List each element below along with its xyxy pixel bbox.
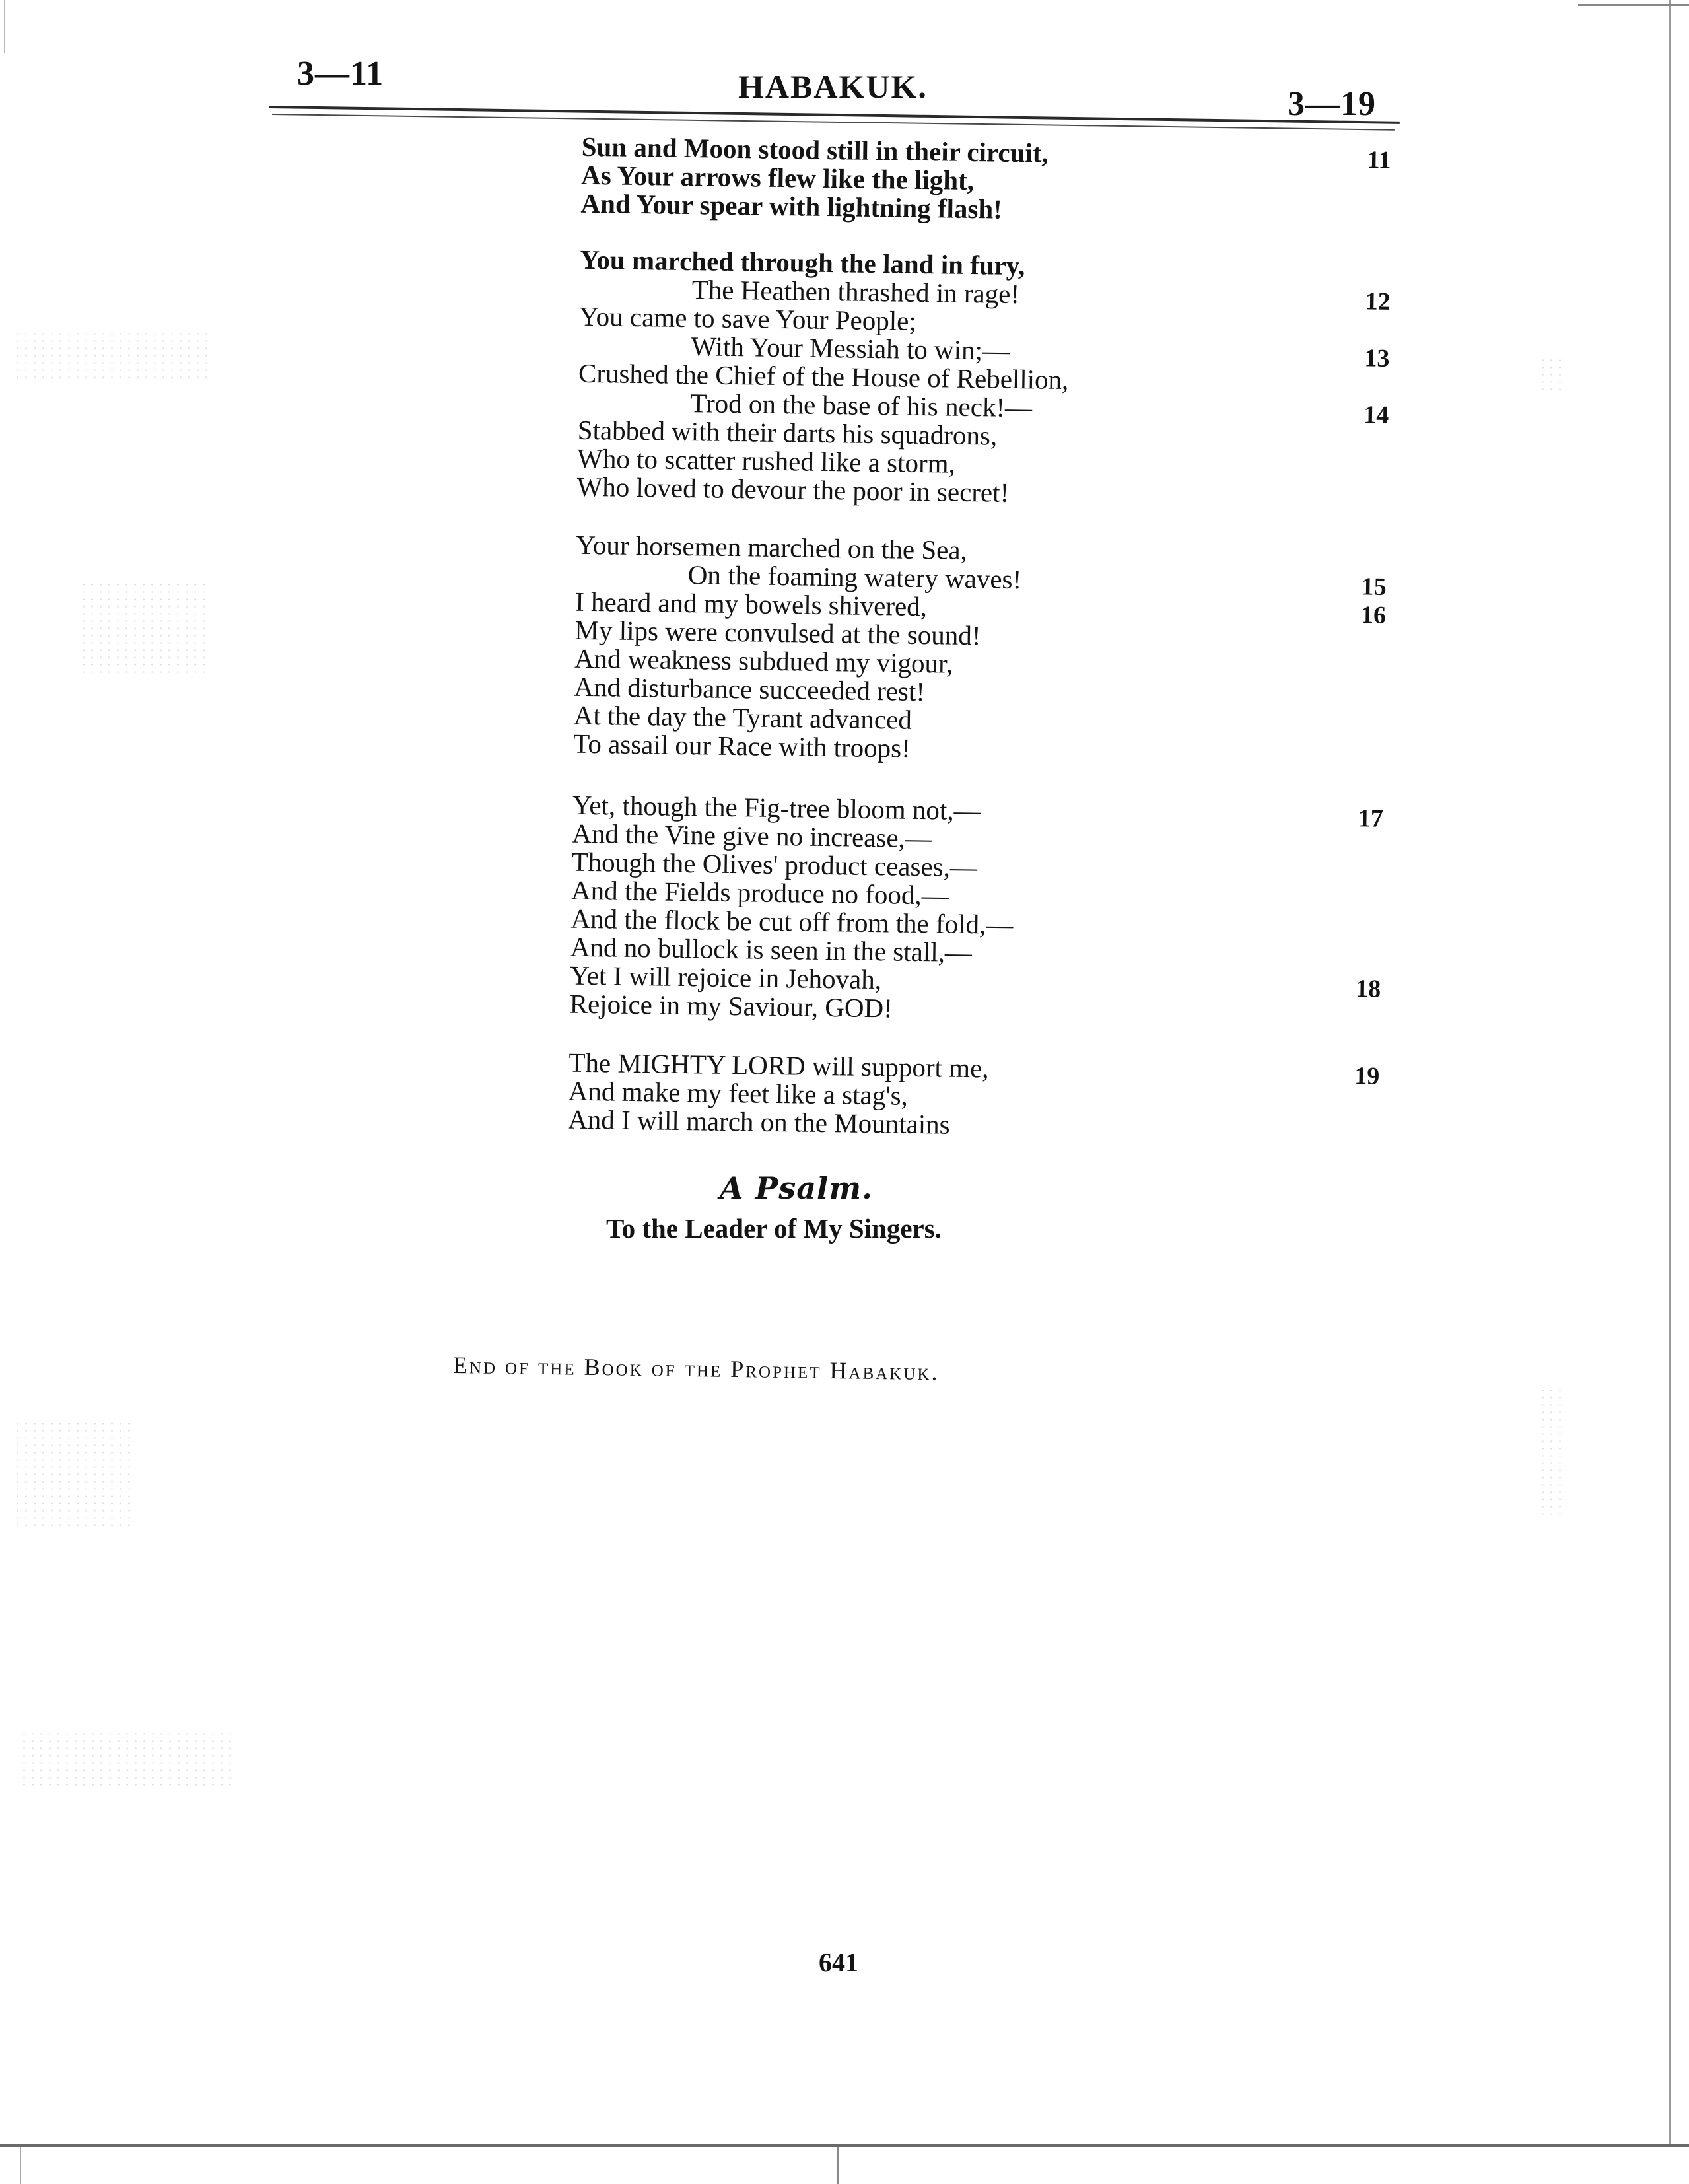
verse-line: Trod on the base of his neck!— bbox=[690, 388, 1033, 423]
verse-number: 16 bbox=[1360, 601, 1387, 629]
verse-line: Who loved to devour the poor in secret! bbox=[576, 471, 1010, 508]
verse-number: 13 bbox=[1364, 344, 1390, 372]
verse-line: On the foaming watery waves! bbox=[687, 559, 1022, 595]
verse-line: Sun and Moon stood still in their circuit, bbox=[581, 131, 1049, 168]
verse-line: You marched through the land in fury, bbox=[580, 244, 1025, 281]
verse-line: Your horsemen marched on the Sea, bbox=[576, 529, 968, 565]
verse-line: My lips were convulsed at the sound! bbox=[574, 614, 981, 651]
scan-bottom-mark-left bbox=[20, 2147, 21, 2184]
verse-line: And the flock be cut off from the fold,— bbox=[570, 903, 1014, 940]
verse-line: Though the Olives' product ceases,— bbox=[571, 846, 978, 883]
scan-speckle bbox=[1538, 1387, 1565, 1519]
verse-number: 14 bbox=[1363, 401, 1389, 429]
verse-number: 17 bbox=[1358, 804, 1384, 833]
verse-line: I heard and my bowels shivered, bbox=[574, 586, 928, 622]
scan-speckle bbox=[13, 1420, 132, 1526]
verse-line: And no bullock is seen in the stall,— bbox=[570, 931, 973, 968]
psalm-subtitle: To the Leader of My Singers. bbox=[606, 1213, 942, 1244]
verse-number: 19 bbox=[1354, 1062, 1380, 1090]
verse-number: 15 bbox=[1361, 573, 1387, 601]
verse-line: Yet I will rejoice in Jehovah, bbox=[569, 960, 882, 995]
psalm-title: A Psalm. bbox=[720, 1170, 874, 1206]
verse-line: And the Fields produce no food,— bbox=[570, 874, 949, 911]
scan-speckle bbox=[1538, 357, 1565, 396]
verse-line: With Your Messiah to win;— bbox=[691, 331, 1010, 366]
page-edge-left bbox=[4, 0, 5, 53]
verse-line: And make my feet like a stag's, bbox=[568, 1075, 909, 1111]
verse-line: Rejoice in my Saviour, GOD! bbox=[569, 988, 893, 1024]
header-right-reference: 3—19 bbox=[1288, 85, 1376, 123]
verse-line: Crushed the Chief of the House of Rebellion, bbox=[578, 357, 1069, 396]
page-title: HABAKUK. bbox=[738, 68, 928, 105]
verse-line: Who to scatter rushed like a storm, bbox=[576, 442, 956, 479]
verse-line: And Your spear with lightning flash! bbox=[580, 188, 1003, 225]
scan-edge-rule bbox=[1578, 4, 1689, 6]
verse-line: And I will march on the Mountains bbox=[567, 1104, 950, 1140]
page-number: 641 bbox=[819, 1948, 858, 1977]
verse-line: You came to save Your People; bbox=[578, 300, 917, 336]
verse-line: As Your arrows flew like the light, bbox=[580, 159, 975, 196]
scan-bottom-mark bbox=[837, 2147, 839, 2184]
verse-line: And the Vine give no increase,— bbox=[571, 818, 933, 854]
verse-line: And disturbance succeeded rest! bbox=[574, 671, 926, 707]
scan-speckle bbox=[13, 330, 211, 383]
verse-line: At the day the Tyrant advanced bbox=[573, 699, 913, 735]
verse-line: The Heathen thrashed in rage! bbox=[691, 274, 1020, 310]
verse-line: To assail our Race with troops! bbox=[572, 728, 911, 763]
verse-line: Yet, though the Fig-tree bloom not,— bbox=[572, 789, 981, 826]
verse-line: And weakness subdued my vigour, bbox=[574, 643, 953, 679]
page-edge-right bbox=[1669, 0, 1671, 2146]
scan-speckle bbox=[79, 581, 211, 674]
verse-number: 11 bbox=[1367, 146, 1391, 174]
verse-number: 18 bbox=[1355, 975, 1381, 1003]
scan-bottom-rule bbox=[0, 2144, 1689, 2147]
verse-number: 12 bbox=[1365, 287, 1391, 316]
verse-line: The MIGHTY LORD will support me, bbox=[569, 1047, 989, 1084]
header-left-reference: 3—11 bbox=[297, 55, 384, 92]
end-of-book-note: End of the Book of the Prophet Habakuk. bbox=[452, 1352, 940, 1386]
scan-speckle bbox=[20, 1730, 231, 1790]
verse-line: Stabbed with their darts his squadrons, bbox=[577, 414, 998, 451]
